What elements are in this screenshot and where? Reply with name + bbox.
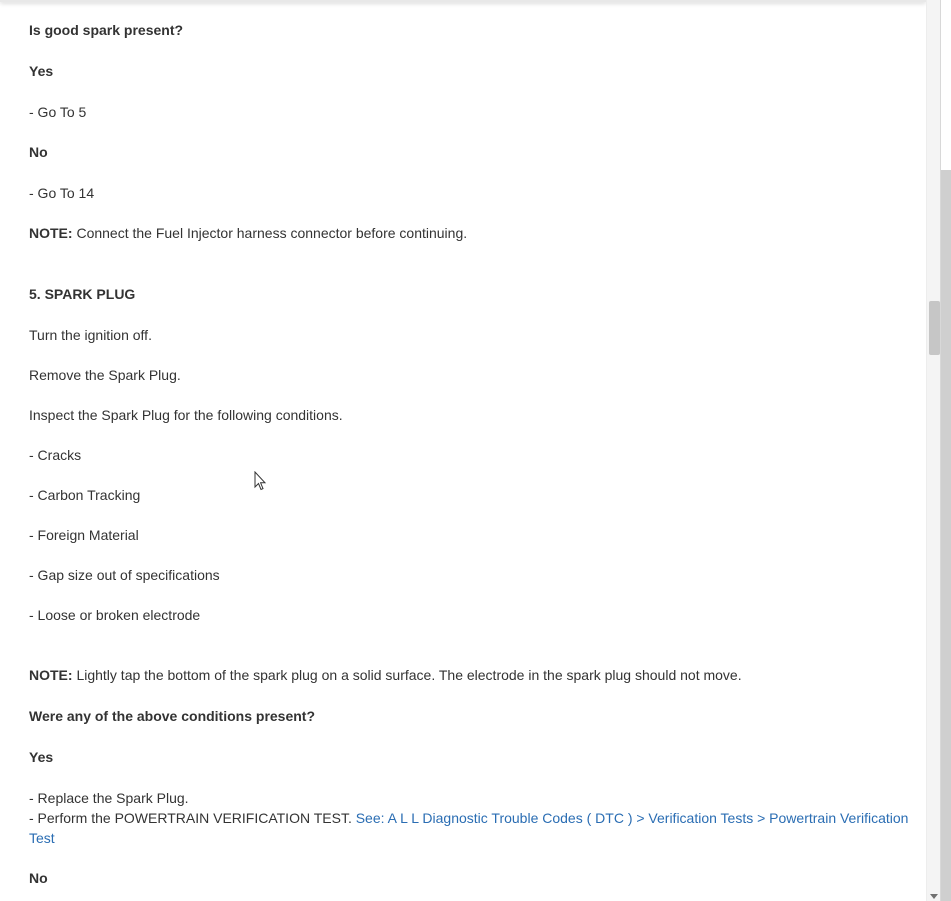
answer-no-heading: No	[29, 144, 48, 160]
condition-item: - Foreign Material	[29, 527, 139, 543]
outer-scrollbar-thumb[interactable]	[941, 170, 951, 901]
scrollbar-thumb[interactable]	[929, 301, 940, 355]
answer-yes-heading: Yes	[29, 749, 54, 765]
answer-yes-action-verify	[29, 808, 909, 848]
step-remove-spark-plug: Remove the Spark Plug.	[29, 367, 181, 383]
step-inspect-spark-plug: Inspect the Spark Plug for the following conditions.	[29, 407, 343, 423]
condition-item: - Cracks	[29, 447, 82, 463]
condition-item: - Loose or broken electrode	[29, 607, 201, 623]
verification-test-link[interactable]: See: A L L Diagnostic Trouble Codes ( DTC ) > Verification Tests > Powertrain Verification Test	[29, 810, 909, 846]
verify-text: - Perform the POWERTRAIN VERIFICATION TEST.	[29, 810, 356, 826]
question-spark-present: Is good spark present?	[29, 22, 184, 38]
note-label: NOTE:	[29, 667, 73, 683]
answer-yes-action-replace: - Replace the Spark Plug.	[29, 790, 189, 806]
question-conditions-present: Were any of the above conditions present?	[29, 708, 316, 724]
note-label: NOTE:	[29, 225, 73, 241]
note-text: Lightly tap the bottom of the spark plug on a solid surface. The electrode in the spark plug should not move.	[72, 667, 742, 683]
chevron-down-icon[interactable]	[930, 894, 938, 899]
section-title-spark-plug: 5. SPARK PLUG	[29, 286, 136, 302]
answer-yes-action: - Go To 5	[29, 104, 87, 120]
answer-no-heading: No	[29, 870, 48, 886]
step-ignition-off: Turn the ignition off.	[29, 327, 152, 343]
answer-yes-heading: Yes	[29, 63, 54, 79]
mouse-pointer-icon	[254, 471, 266, 491]
toolbar-shadow	[0, 0, 926, 2]
condition-item: - Carbon Tracking	[29, 487, 141, 503]
note-connect-injector	[29, 223, 467, 243]
note-text: Connect the Fuel Injector harness connector before continuing.	[72, 225, 468, 241]
condition-item: - Gap size out of specifications	[29, 567, 220, 583]
content-scrollbar[interactable]	[926, 0, 941, 901]
answer-no-action: - Go To 14	[29, 185, 95, 201]
note-tap-spark-plug	[29, 665, 742, 685]
